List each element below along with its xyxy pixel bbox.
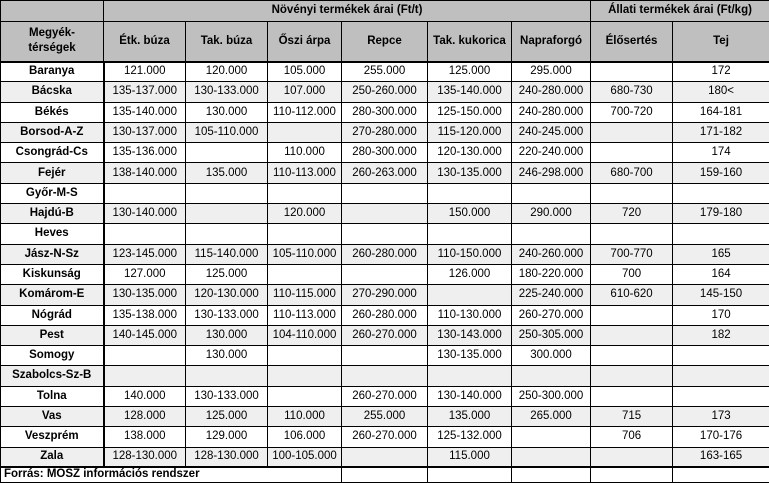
price-cell: 164	[673, 264, 769, 284]
price-cell	[104, 346, 186, 366]
table-header	[1, 1, 769, 62]
price-cell: 105-110.000	[268, 244, 342, 264]
price-cell: 170	[673, 305, 769, 325]
region-cell: Somogy	[1, 346, 104, 366]
table-row	[1, 346, 769, 366]
region-cell: Fejér	[1, 163, 104, 183]
price-cell: 171-182	[673, 122, 769, 142]
column-header-6: Napraforgó	[512, 22, 591, 62]
price-cell: 700-720	[591, 102, 673, 122]
price-cell: 135.000	[428, 407, 512, 427]
price-cell: 700	[591, 264, 673, 284]
price-cell: 174	[673, 143, 769, 163]
price-cell	[342, 204, 428, 224]
price-cell: 260-270.000	[512, 305, 591, 325]
table-row	[1, 102, 769, 122]
price-cell: 129.000	[186, 427, 268, 447]
price-cell: 130.000	[186, 346, 268, 366]
price-cell	[591, 183, 673, 203]
plant-products-header: Növényi termékek árai (Ft/t)	[104, 1, 591, 22]
region-cell: Baranya	[1, 62, 104, 82]
price-cell: 110-113.000	[268, 305, 342, 325]
region-cell: Szabolcs-Sz-B	[1, 366, 104, 386]
table-body	[1, 62, 769, 468]
region-cell: Zala	[1, 447, 104, 467]
price-cell: 127.000	[104, 264, 186, 284]
column-header-4: Repce	[342, 22, 428, 62]
price-cell: 130-140.000	[104, 204, 186, 224]
animal-products-header: Állati termékek árai (Ft/kg)	[591, 1, 769, 22]
price-cell	[673, 386, 769, 406]
price-cell	[512, 447, 591, 467]
price-cell: 110-115.000	[268, 285, 342, 305]
price-cell: 260-270.000	[342, 386, 428, 406]
price-cell	[428, 366, 512, 386]
price-cell: 255.000	[342, 62, 428, 82]
price-cell: 240-245.000	[512, 122, 591, 142]
price-cell	[342, 346, 428, 366]
column-header-5: Tak. kukorica	[428, 22, 512, 62]
price-cell: 246-298.000	[512, 163, 591, 183]
price-cell: 706	[591, 427, 673, 447]
price-cell: 125.000	[428, 62, 512, 82]
price-cell	[186, 143, 268, 163]
price-cell: 130.000	[186, 325, 268, 345]
price-cell: 180-220.000	[512, 264, 591, 284]
price-cell: 260-280.000	[342, 305, 428, 325]
price-cell: 290.000	[512, 204, 591, 224]
price-cell: 165	[673, 244, 769, 264]
price-cell	[591, 447, 673, 467]
price-cell	[428, 183, 512, 203]
price-cell: 135-140.000	[428, 82, 512, 102]
price-cell: 126.000	[428, 264, 512, 284]
price-cell: 265.000	[512, 407, 591, 427]
price-cell: 110-113.000	[268, 163, 342, 183]
column-header-8: Tej	[673, 22, 769, 62]
price-cell: 163-165	[673, 447, 769, 467]
price-cell: 105-110.000	[186, 122, 268, 142]
price-cell	[186, 183, 268, 203]
price-cell: 125.000	[186, 264, 268, 284]
table-row	[1, 143, 769, 163]
price-cell	[591, 122, 673, 142]
price-cell: 135-136.000	[104, 143, 186, 163]
table-row	[1, 366, 769, 386]
price-cell: 107.000	[268, 82, 342, 102]
footer-empty-cell	[673, 467, 769, 482]
price-cell	[591, 305, 673, 325]
price-cell: 295.000	[512, 62, 591, 82]
price-cell: 159-160	[673, 163, 769, 183]
region-cell: Békés	[1, 102, 104, 122]
price-cell: 138-140.000	[104, 163, 186, 183]
table-row	[1, 427, 769, 447]
price-cell: 182	[673, 325, 769, 345]
price-cell: 130-133.000	[186, 82, 268, 102]
price-cell: 120-130.000	[186, 285, 268, 305]
price-cell: 115-120.000	[428, 122, 512, 142]
price-cell: 110.000	[268, 143, 342, 163]
region-cell: Győr-M-S	[1, 183, 104, 203]
table-row	[1, 163, 769, 183]
table-row	[1, 183, 769, 203]
table-row	[1, 224, 769, 244]
region-cell: Vas	[1, 407, 104, 427]
price-cell: 260-263.000	[342, 163, 428, 183]
price-cell: 260-270.000	[342, 427, 428, 447]
price-cell: 130-143.000	[428, 325, 512, 345]
region-cell: Pest	[1, 325, 104, 345]
table-row	[1, 244, 769, 264]
price-cell: 130-135.000	[428, 346, 512, 366]
table-row	[1, 386, 769, 406]
region-cell: Tolna	[1, 386, 104, 406]
price-cell	[342, 183, 428, 203]
price-cell	[673, 366, 769, 386]
price-cell: 105.000	[268, 62, 342, 82]
price-cell	[591, 62, 673, 82]
price-cell	[591, 224, 673, 244]
price-cell: 150.000	[428, 204, 512, 224]
price-cell	[268, 264, 342, 284]
price-cell: 720	[591, 204, 673, 224]
price-cell: 130-133.000	[186, 386, 268, 406]
price-cell: 125.000	[186, 407, 268, 427]
price-cell: 140-145.000	[104, 325, 186, 345]
region-header-line2: térségek	[28, 42, 76, 55]
price-cell: 240-280.000	[512, 102, 591, 122]
price-cell: 610-620	[591, 285, 673, 305]
group-header-row	[1, 1, 769, 22]
price-cell	[512, 224, 591, 244]
price-cell: 121.000	[104, 62, 186, 82]
table-footer	[1, 467, 769, 482]
price-cell: 170-176	[673, 427, 769, 447]
price-cell: 130-133.000	[186, 305, 268, 325]
region-cell: Nógrád	[1, 305, 104, 325]
price-cell: 220-240.000	[512, 143, 591, 163]
footer-empty-cell	[428, 467, 512, 482]
price-cell: 120.000	[186, 62, 268, 82]
price-cell: 110.000	[268, 407, 342, 427]
table-row	[1, 447, 769, 467]
column-header-2: Tak. búza	[186, 22, 268, 62]
price-cell	[186, 366, 268, 386]
table-row	[1, 204, 769, 224]
region-cell: Jász-N-Sz	[1, 244, 104, 264]
footer-row	[1, 467, 769, 482]
price-cell: 110-150.000	[428, 244, 512, 264]
table-row	[1, 285, 769, 305]
price-cell	[186, 204, 268, 224]
price-cell: 130-140.000	[428, 386, 512, 406]
price-cell: 130.000	[186, 102, 268, 122]
region-cell: Borsod-A-Z	[1, 122, 104, 142]
price-cell: 140.000	[104, 386, 186, 406]
price-cell	[591, 386, 673, 406]
price-cell	[673, 346, 769, 366]
price-cell: 270-290.000	[342, 285, 428, 305]
price-cell	[104, 183, 186, 203]
price-cell: 280-300.000	[342, 143, 428, 163]
price-cell	[591, 325, 673, 345]
price-cell: 250-305.000	[512, 325, 591, 345]
region-column-header	[1, 22, 104, 62]
corner-cell	[1, 1, 104, 22]
price-cell	[342, 447, 428, 467]
region-cell: Heves	[1, 224, 104, 244]
table-row	[1, 407, 769, 427]
price-cell: 240-280.000	[512, 82, 591, 102]
price-cell: 125-150.000	[428, 102, 512, 122]
price-cell: 115-140.000	[186, 244, 268, 264]
price-cell: 145-150	[673, 285, 769, 305]
column-header-row	[1, 22, 769, 62]
price-cell: 179-180	[673, 204, 769, 224]
table-row	[1, 305, 769, 325]
footer-empty-cell	[512, 467, 591, 482]
price-cell	[268, 346, 342, 366]
price-cell: 280-300.000	[342, 102, 428, 122]
region-cell: Veszprém	[1, 427, 104, 447]
price-cell: 225-240.000	[512, 285, 591, 305]
price-cell	[428, 224, 512, 244]
table-row	[1, 122, 769, 142]
price-cell: 164-181	[673, 102, 769, 122]
price-cell	[342, 224, 428, 244]
table-row	[1, 325, 769, 345]
price-cell: 172	[673, 62, 769, 82]
price-cell: 173	[673, 407, 769, 427]
price-cell: 110-112.000	[268, 102, 342, 122]
price-cell	[591, 366, 673, 386]
region-cell: Csongrád-Cs	[1, 143, 104, 163]
source-note: Forrás: MOSZ információs rendszer	[1, 467, 342, 482]
price-cell	[268, 386, 342, 406]
price-cell: 104-110.000	[268, 325, 342, 345]
table-row	[1, 264, 769, 284]
price-cell: 125-132.000	[428, 427, 512, 447]
price-cell: 123-145.000	[104, 244, 186, 264]
region-cell: Kiskunság	[1, 264, 104, 284]
price-cell: 106.000	[268, 427, 342, 447]
price-cell: 240-260.000	[512, 244, 591, 264]
price-cell	[268, 183, 342, 203]
price-cell: 300.000	[512, 346, 591, 366]
price-cell	[591, 346, 673, 366]
price-cell: 250-300.000	[512, 386, 591, 406]
price-cell: 130-137.000	[104, 122, 186, 142]
footer-empty-cell	[591, 467, 673, 482]
table-row	[1, 82, 769, 102]
region-cell: Bácska	[1, 82, 104, 102]
price-cell	[512, 366, 591, 386]
price-cell	[104, 224, 186, 244]
price-cell: 250-260.000	[342, 82, 428, 102]
price-cell	[673, 183, 769, 203]
price-cell: 128.000	[104, 407, 186, 427]
price-cell: 260-270.000	[342, 325, 428, 345]
price-cell: 680-730	[591, 82, 673, 102]
price-cell: 120-130.000	[428, 143, 512, 163]
column-header-3: Őszi árpa	[268, 22, 342, 62]
price-cell	[268, 224, 342, 244]
price-cell	[591, 143, 673, 163]
table-row	[1, 62, 769, 82]
price-cell: 270-280.000	[342, 122, 428, 142]
price-cell: 680-700	[591, 163, 673, 183]
price-cell: 135-138.000	[104, 305, 186, 325]
price-cell	[268, 366, 342, 386]
price-cell: 135.000	[186, 163, 268, 183]
price-cell: 110-130.000	[428, 305, 512, 325]
column-header-1: Étk. búza	[104, 22, 186, 62]
price-cell	[512, 183, 591, 203]
price-cell: 100-105.000	[268, 447, 342, 467]
column-header-7: Élősertés	[591, 22, 673, 62]
price-cell: 130-135.000	[104, 285, 186, 305]
price-cell: 715	[591, 407, 673, 427]
price-cell: 120.000	[268, 204, 342, 224]
price-cell: 135-137.000	[104, 82, 186, 102]
price-cell: 138.000	[104, 427, 186, 447]
region-cell: Hajdú-B	[1, 204, 104, 224]
price-cell: 255.000	[342, 407, 428, 427]
price-cell	[268, 122, 342, 142]
price-cell	[673, 224, 769, 244]
footer-empty-cell	[342, 467, 428, 482]
price-cell: 128-130.000	[186, 447, 268, 467]
region-header-line1: Megyék-	[28, 27, 76, 40]
price-cell	[428, 285, 512, 305]
price-cell	[104, 366, 186, 386]
price-cell: 130-135.000	[428, 163, 512, 183]
price-cell: 128-130.000	[104, 447, 186, 467]
region-cell: Komárom-E	[1, 285, 104, 305]
price-cell	[342, 366, 428, 386]
price-cell: 180<	[673, 82, 769, 102]
price-cell: 115.000	[428, 447, 512, 467]
price-cell	[512, 427, 591, 447]
price-cell: 700-770	[591, 244, 673, 264]
price-cell	[342, 264, 428, 284]
price-cell: 260-280.000	[342, 244, 428, 264]
price-cell: 135-140.000	[104, 102, 186, 122]
price-cell	[186, 224, 268, 244]
